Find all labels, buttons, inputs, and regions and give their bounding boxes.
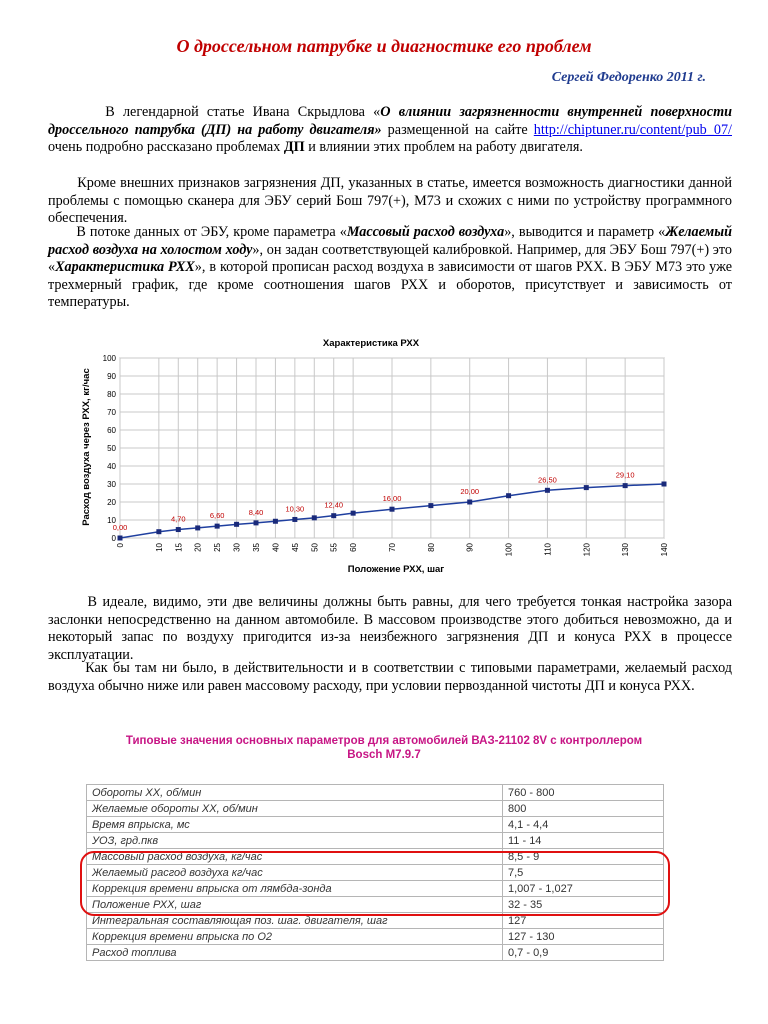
data-point [254,520,259,525]
x-tick-label: 55 [329,543,339,552]
table-row [87,785,664,801]
data-label: 20,00 [460,487,480,496]
parameter-value: 8,5 - 9 [503,849,664,865]
intro-text-2: размещенной на сайте [381,121,534,138]
paragraph-intro [48,104,732,157]
chart-x-axis-label: Положение РХХ, шаг [347,564,445,575]
data-point [176,527,181,532]
data-point [584,485,589,490]
x-tick-label: 45 [290,543,300,552]
parameter-value: 4,1 - 4,4 [503,817,664,833]
paragraph-data-stream [48,224,732,312]
data-point [331,513,336,518]
data-label: 26,50 [538,475,557,485]
intro-text-1: В легендарной статье Ивана Скрыдлова « [105,104,381,120]
table-row [87,945,664,961]
x-tick-label: 15 [174,543,184,552]
x-tick-label: 0 [116,543,125,548]
author-line: Сергей Федоренко 2011 г. [551,70,706,85]
x-tick-label: 10 [154,543,164,552]
mass-air-flow-term: Массовый расход воздуха [346,224,505,240]
parameter-name: Расход топлива [87,945,503,961]
data-stream-text-4: », в которой прописан расход воздуха в зависимости от шагов РХХ. В ЭБУ М73 это уже трехмерный график, где кроме соотношения шагов РХХ и оборотов, присутствует и зависимость от температуры. [48,259,733,310]
y-tick-label: 30 [107,480,116,489]
parameter-value: 127 [503,913,664,929]
table-title-line-1: Типовые значения основных параметров для автомобилей ВАЗ-21102 8V с контроллером [125,735,643,747]
data-point [234,522,239,527]
data-point [623,483,628,488]
rxx-characteristic-term: Характеристика РХХ [55,259,195,275]
table-row [87,929,664,945]
data-point [428,503,433,508]
data-point [506,493,511,498]
data-label: 29,10 [615,470,635,480]
data-point [312,515,317,520]
x-tick-label: 35 [252,543,261,552]
table-title-line-2: Bosch M7.9.7 [347,749,421,761]
parameter-name: Интегральная составляющая поз. шаг. двигателя, шаг [87,913,503,929]
data-label: 0,00 [112,523,128,532]
x-tick-label: 20 [193,543,203,552]
data-point [662,482,667,487]
y-tick-label: 70 [107,408,116,417]
data-point [351,511,356,516]
x-tick-label: 70 [388,543,397,552]
data-label: 10,30 [285,504,305,514]
y-tick-label: 10 [107,516,116,525]
paragraph-ideal [48,594,732,664]
data-label: 12,40 [324,500,344,510]
chart-title: Характеристика РХХ [322,338,420,349]
x-tick-label: 100 [504,543,514,557]
y-tick-label: 60 [107,426,116,435]
intro-text-3: очень подробно рассказано проблемах [48,139,284,155]
parameter-name: Коррекция времени впрыска по О2 [87,929,503,945]
y-tick-label: 100 [102,354,116,363]
x-tick-label: 30 [232,543,242,552]
document-title: О дроссельном патрубке и диагностике его проблем [176,36,592,56]
parameter-value: 1,007 - 1,027 [503,881,664,897]
article-title: О влиянии загрязненности внутренней поверхности дроссельного патрубка (ДП) на работу двигателя» [48,104,733,138]
data-point [118,536,123,541]
x-tick-label: 40 [271,543,281,552]
x-tick-label: 140 [660,543,669,557]
desired-air-flow-term: Желаемый расход воздуха на холостом ходу [48,224,733,258]
x-tick-label: 90 [465,543,475,552]
table-row [87,817,664,833]
table-title [0,734,768,762]
chart-data-labels [113,471,635,532]
x-tick-label: 110 [543,543,553,556]
chart-y-axis-label: Расход воздуха через РХХ, кг/час [81,368,92,526]
chart-axes [103,354,669,556]
y-tick-label: 80 [107,390,116,399]
parameter-value: 0,7 - 0,9 [503,945,664,961]
data-label: 4,70 [170,514,186,524]
data-stream-text-3: », он задан соответствующей калибровкой. Например, для ЭБУ Бош 797(+) это « [48,241,732,275]
data-label: 6,60 [209,511,225,521]
data-point [292,517,297,522]
data-label: 8,40 [248,507,264,517]
x-tick-label: 80 [426,543,436,552]
y-tick-label: 90 [107,372,116,381]
parameter-name: Время впрыска, мс [87,817,503,833]
parameter-name: УОЗ, грд.пкв [87,833,503,849]
x-tick-label: 50 [310,543,320,552]
x-tick-label: 25 [213,543,223,552]
y-tick-label: 40 [107,462,116,471]
data-point [390,507,395,512]
data-stream-text-1: В потоке данных от ЭБУ, кроме параметра « [76,224,347,240]
parameter-value: 760 - 800 [503,785,664,801]
parameter-value: 7,5 [503,865,664,881]
x-tick-label: 130 [621,543,631,557]
y-tick-label: 50 [107,444,116,453]
parameter-value: 11 - 14 [503,833,664,849]
parameter-name: Коррекция времени впрыска от лямбда-зонда [87,881,503,897]
chiptuner-link[interactable]: http://chiptuner.ru/content/pub_07/ [533,121,732,138]
parameter-name: Массовый расход воздуха, кг/час [87,849,503,865]
dp-abbrev: ДП [283,139,305,155]
paragraph-reality [48,660,732,695]
highlight-outline [80,851,670,916]
parameter-value: 127 - 130 [503,929,664,945]
rxx-characteristic-chart [76,330,676,576]
parameter-name: Положение РХХ, шаг [87,897,503,913]
data-label: 16,00 [382,494,402,504]
data-point [545,488,550,493]
y-tick-label: 20 [107,498,116,507]
data-point [273,519,278,524]
parameter-value: 800 [503,801,664,817]
parameter-name: Обороты ХХ, об/мин [87,785,503,801]
diagnostics-text: Кроме внешних признаков загрязнения ДП, указанных в статье, имеется возможность диагностики данной проблемы с помощью сканера для ЭБУ серий Бош 797(+), М73 и схожих с ними по устройству программного обеспечения. [48,175,732,226]
reality-text: Как бы там ни было, в действительности и в соответствии с типовыми параметрами, желаемый расход воздуха обычно ниже или равен массовому расходу, при условии первозданной чистоты ДП и конуса РХХ. [48,660,732,694]
parameter-value: 32 - 35 [503,897,664,913]
data-point [156,529,161,534]
parameter-name: Желаемые обороты ХХ, об/мин [87,801,503,817]
y-tick-label: 0 [111,534,116,543]
data-stream-text-2: », выводится и параметр « [504,224,666,240]
data-point [467,500,472,505]
data-point [195,525,200,530]
intro-text-4: и влиянии этих проблем на работу двигателя. [304,139,583,155]
paragraph-diagnostics [48,175,732,228]
table-row [87,833,664,849]
table-row [87,801,664,817]
x-tick-label: 60 [349,543,359,552]
ideal-text: В идеале, видимо, эти две величины должны быть равны, для чего требуется тонкая настройка зазора заслонки непосредственно на данном автомобиле. В массовом производстве этого добиться невозможно, да и некоторый запас по воздуху пригодится из-за неизбежного загрязнения ДП и конуса РХХ в процессе эксплуатации. [48,594,733,663]
x-tick-label: 120 [582,543,592,557]
data-point [215,524,220,529]
parameter-name: Желаемый расгод воздуха кг/час [87,865,503,881]
